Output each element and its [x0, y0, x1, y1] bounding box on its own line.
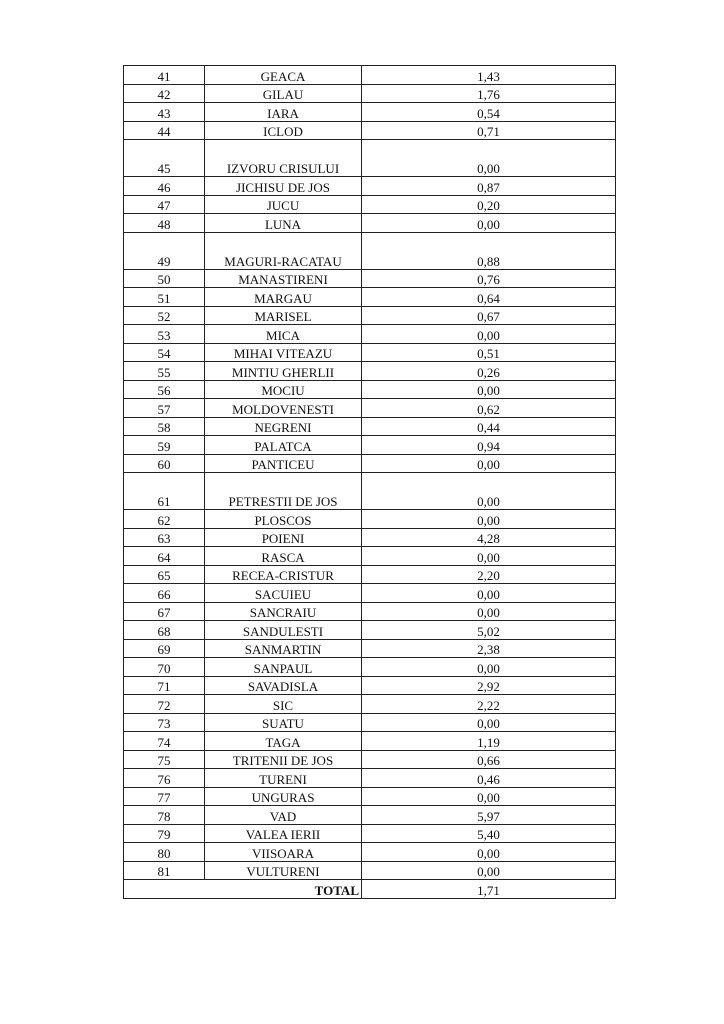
value-cell: 0,00: [362, 547, 616, 566]
table-row: [124, 343, 616, 362]
locality-name-cell: SANCRAIU: [205, 602, 362, 621]
row-number-cell: 51: [124, 288, 205, 307]
table-row: [124, 417, 616, 436]
locality-name-cell: RASCA: [205, 547, 362, 566]
row-number-cell: 54: [124, 343, 205, 362]
locality-name-cell: SANMARTIN: [205, 639, 362, 658]
locality-name-cell: MINTIU GHERLII: [205, 362, 362, 381]
locality-name-cell: JUCU: [205, 195, 362, 214]
row-number-cell: 48: [124, 214, 205, 233]
value-cell: 0,87: [362, 177, 616, 196]
row-number-cell: 74: [124, 732, 205, 751]
locality-name-cell: GILAU: [205, 84, 362, 103]
row-number-cell: 77: [124, 787, 205, 806]
table-row: [124, 306, 616, 325]
locality-name-cell: TURENI: [205, 769, 362, 788]
locality-name-cell: MARISEL: [205, 306, 362, 325]
table-row: [124, 713, 616, 732]
value-cell: 2,20: [362, 565, 616, 584]
table-row: [124, 269, 616, 288]
table-row: [124, 325, 616, 344]
table-row: [124, 732, 616, 751]
row-number-cell: 70: [124, 658, 205, 677]
locality-name-cell: SUATU: [205, 713, 362, 732]
value-cell: 0,00: [362, 602, 616, 621]
value-cell: 0,94: [362, 436, 616, 455]
locality-name-cell: RECEA-CRISTUR: [205, 565, 362, 584]
row-number-cell: 81: [124, 861, 205, 880]
table-row: [124, 66, 616, 85]
value-cell: 2,38: [362, 639, 616, 658]
row-number-cell: 42: [124, 84, 205, 103]
value-cell: 2,92: [362, 676, 616, 695]
value-cell: 0,00: [362, 325, 616, 344]
row-number-cell: 66: [124, 584, 205, 603]
locality-name-cell: IZVORU CRISULUI: [205, 140, 362, 177]
locality-name-cell: MAGURI-RACATAU: [205, 232, 362, 269]
value-cell: 2,22: [362, 695, 616, 714]
value-cell: 5,97: [362, 806, 616, 825]
table-row: [124, 695, 616, 714]
row-number-cell: 47: [124, 195, 205, 214]
row-number-cell: 76: [124, 769, 205, 788]
row-number-cell: 71: [124, 676, 205, 695]
total-label: TOTAL: [124, 880, 362, 899]
row-number-cell: 67: [124, 602, 205, 621]
row-number-cell: 68: [124, 621, 205, 640]
table-row: [124, 843, 616, 862]
table-row: [124, 362, 616, 381]
total-row: [124, 880, 616, 899]
row-number-cell: 57: [124, 399, 205, 418]
row-number-cell: 65: [124, 565, 205, 584]
locality-name-cell: GEACA: [205, 66, 362, 85]
value-cell: 5,40: [362, 824, 616, 843]
row-number-cell: 55: [124, 362, 205, 381]
locality-name-cell: NEGRENI: [205, 417, 362, 436]
locality-name-cell: MIHAI VITEAZU: [205, 343, 362, 362]
table-row: [124, 676, 616, 695]
row-number-cell: 52: [124, 306, 205, 325]
locality-name-cell: TAGA: [205, 732, 362, 751]
value-cell: 0,54: [362, 103, 616, 122]
table-row: [124, 288, 616, 307]
row-number-cell: 72: [124, 695, 205, 714]
value-cell: 0,00: [362, 861, 616, 880]
row-number-cell: 61: [124, 473, 205, 510]
table-row: [124, 658, 616, 677]
value-cell: 0,00: [362, 454, 616, 473]
table-row: [124, 510, 616, 529]
table-row: [124, 214, 616, 233]
table-row: [124, 769, 616, 788]
value-cell: 0,88: [362, 232, 616, 269]
row-number-cell: 53: [124, 325, 205, 344]
value-cell: 4,28: [362, 528, 616, 547]
value-cell: 1,76: [362, 84, 616, 103]
locality-name-cell: MICA: [205, 325, 362, 344]
value-cell: 1,43: [362, 66, 616, 85]
row-number-cell: 60: [124, 454, 205, 473]
table-row: [124, 861, 616, 880]
row-number-cell: 80: [124, 843, 205, 862]
table-body: [124, 66, 616, 880]
table-row: [124, 195, 616, 214]
row-number-cell: 45: [124, 140, 205, 177]
value-cell: 0,67: [362, 306, 616, 325]
data-table: [123, 65, 616, 899]
locality-name-cell: MOCIU: [205, 380, 362, 399]
table-row: [124, 584, 616, 603]
value-cell: 0,51: [362, 343, 616, 362]
table-row: [124, 602, 616, 621]
table-row: [124, 399, 616, 418]
value-cell: 0,20: [362, 195, 616, 214]
locality-name-cell: VULTURENI: [205, 861, 362, 880]
value-cell: 0,46: [362, 769, 616, 788]
row-number-cell: 59: [124, 436, 205, 455]
locality-name-cell: JICHISU DE JOS: [205, 177, 362, 196]
value-cell: 0,76: [362, 269, 616, 288]
table-row: [124, 232, 616, 269]
row-number-cell: 58: [124, 417, 205, 436]
value-cell: 0,00: [362, 787, 616, 806]
locality-name-cell: PLOSCOS: [205, 510, 362, 529]
row-number-cell: 49: [124, 232, 205, 269]
locality-name-cell: IARA: [205, 103, 362, 122]
locality-name-cell: VAD: [205, 806, 362, 825]
table-row: [124, 380, 616, 399]
locality-name-cell: SANDULESTI: [205, 621, 362, 640]
row-number-cell: 44: [124, 121, 205, 140]
row-number-cell: 43: [124, 103, 205, 122]
value-cell: 0,00: [362, 380, 616, 399]
table-row: [124, 824, 616, 843]
table-row: [124, 528, 616, 547]
locality-name-cell: MOLDOVENESTI: [205, 399, 362, 418]
table-row: [124, 787, 616, 806]
table-row: [124, 436, 616, 455]
row-number-cell: 75: [124, 750, 205, 769]
locality-name-cell: SACUIEU: [205, 584, 362, 603]
value-cell: 0,00: [362, 473, 616, 510]
locality-name-cell: VALEA IERII: [205, 824, 362, 843]
value-cell: 1,19: [362, 732, 616, 751]
value-cell: 0,66: [362, 750, 616, 769]
table-row: [124, 84, 616, 103]
value-cell: 0,00: [362, 510, 616, 529]
row-number-cell: 46: [124, 177, 205, 196]
value-cell: 5,02: [362, 621, 616, 640]
locality-name-cell: PETRESTII DE JOS: [205, 473, 362, 510]
table-row: [124, 103, 616, 122]
row-number-cell: 41: [124, 66, 205, 85]
locality-name-cell: LUNA: [205, 214, 362, 233]
value-cell: 0,26: [362, 362, 616, 381]
table-row: [124, 806, 616, 825]
value-cell: 0,62: [362, 399, 616, 418]
table-row: [124, 473, 616, 510]
value-cell: 0,00: [362, 140, 616, 177]
locality-name-cell: ICLOD: [205, 121, 362, 140]
value-cell: 0,64: [362, 288, 616, 307]
locality-name-cell: MANASTIRENI: [205, 269, 362, 288]
locality-name-cell: UNGURAS: [205, 787, 362, 806]
locality-name-cell: SIC: [205, 695, 362, 714]
row-number-cell: 78: [124, 806, 205, 825]
table-row: [124, 547, 616, 566]
table-row: [124, 454, 616, 473]
table-row: [124, 621, 616, 640]
row-number-cell: 69: [124, 639, 205, 658]
locality-name-cell: PANTICEU: [205, 454, 362, 473]
row-number-cell: 79: [124, 824, 205, 843]
row-number-cell: 56: [124, 380, 205, 399]
locality-name-cell: SAVADISLA: [205, 676, 362, 695]
total-value: 1,71: [362, 880, 616, 899]
locality-name-cell: VIISOARA: [205, 843, 362, 862]
value-cell: 0,00: [362, 843, 616, 862]
locality-name-cell: TRITENII DE JOS: [205, 750, 362, 769]
locality-name-cell: MARGAU: [205, 288, 362, 307]
table-row: [124, 121, 616, 140]
table-row: [124, 565, 616, 584]
table-row: [124, 639, 616, 658]
row-number-cell: 63: [124, 528, 205, 547]
value-cell: 0,00: [362, 584, 616, 603]
table-row: [124, 140, 616, 177]
row-number-cell: 50: [124, 269, 205, 288]
row-number-cell: 64: [124, 547, 205, 566]
value-cell: 0,71: [362, 121, 616, 140]
locality-name-cell: POIENI: [205, 528, 362, 547]
value-cell: 0,44: [362, 417, 616, 436]
row-number-cell: 62: [124, 510, 205, 529]
value-cell: 0,00: [362, 214, 616, 233]
value-cell: 0,00: [362, 713, 616, 732]
table-row: [124, 177, 616, 196]
row-number-cell: 73: [124, 713, 205, 732]
table-row: [124, 750, 616, 769]
locality-name-cell: SANPAUL: [205, 658, 362, 677]
locality-name-cell: PALATCA: [205, 436, 362, 455]
value-cell: 0,00: [362, 658, 616, 677]
